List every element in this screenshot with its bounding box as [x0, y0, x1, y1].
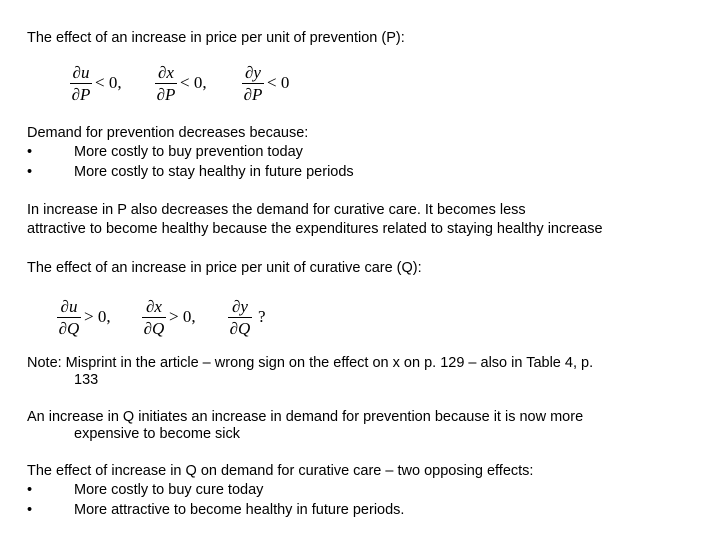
- fraction-numerator: ∂x: [158, 63, 174, 82]
- note-line-1: Note: Misprint in the article – wrong sign on the effect on x on p. 129 – also in Table 4, p.: [27, 355, 594, 371]
- fraction-numerator: ∂y: [232, 297, 248, 316]
- fraction-bar: [57, 317, 81, 318]
- note-misprint: [27, 355, 667, 389]
- fraction-bar: [228, 317, 252, 318]
- fraction-bar: [242, 83, 264, 84]
- fraction-bar: [142, 317, 166, 318]
- relation: < 0,: [180, 73, 207, 92]
- bullet-icon: •: [27, 502, 33, 518]
- fraction-denominator: ∂Q: [143, 319, 165, 338]
- bullet-icon: •: [27, 144, 33, 160]
- bullet-text: More attractive to become healthy in future periods.: [74, 502, 405, 518]
- fraction-bar: [70, 83, 92, 84]
- bullet-icon: •: [27, 164, 33, 180]
- bullet-text: More costly to buy cure today: [74, 482, 264, 498]
- fraction-denominator: ∂Q: [58, 319, 80, 338]
- curative-care-line-2: attractive to become healthy because the expenditures related to staying healthy increase: [27, 221, 603, 237]
- bullet-text: More costly to stay healthy in future periods: [74, 164, 354, 180]
- fraction-denominator: ∂P: [71, 85, 91, 104]
- fraction-numerator: ∂x: [146, 297, 162, 316]
- increase-q-paragraph: [27, 409, 667, 443]
- relation: > 0,: [84, 307, 111, 326]
- fraction-denominator: ∂P: [156, 85, 176, 104]
- heading-prevention-price: The effect of an increase in price per unit of prevention (P):: [27, 30, 405, 46]
- relation: < 0: [267, 73, 290, 92]
- bullet-icon: •: [27, 482, 33, 498]
- increase-line-1: An increase in Q initiates an increase in demand for prevention because it is now more: [27, 409, 584, 425]
- bullet-text: More costly to buy prevention today: [74, 144, 303, 160]
- fraction-denominator: ∂P: [243, 85, 263, 104]
- relation: ?: [258, 307, 266, 326]
- relation: < 0,: [95, 73, 122, 92]
- note-line-2: 133: [74, 372, 99, 388]
- fraction-denominator: ∂Q: [229, 319, 251, 338]
- opposing-effects-intro: The effect of increase in Q on demand for curative care – two opposing effects:: [27, 463, 534, 479]
- fraction-numerator: ∂u: [72, 63, 90, 82]
- fraction-numerator: ∂u: [60, 297, 78, 316]
- increase-line-2: expensive to become sick: [74, 426, 241, 442]
- fraction-bar: [155, 83, 177, 84]
- curative-care-line-1: In increase in P also decreases the demand for curative care. It becomes less: [27, 202, 526, 218]
- fraction-numerator: ∂y: [245, 63, 261, 82]
- demand-prevention-intro: Demand for prevention decreases because:: [27, 125, 309, 141]
- heading-curative-price: The effect of an increase in price per unit of curative care (Q):: [27, 260, 422, 276]
- relation: > 0,: [169, 307, 196, 326]
